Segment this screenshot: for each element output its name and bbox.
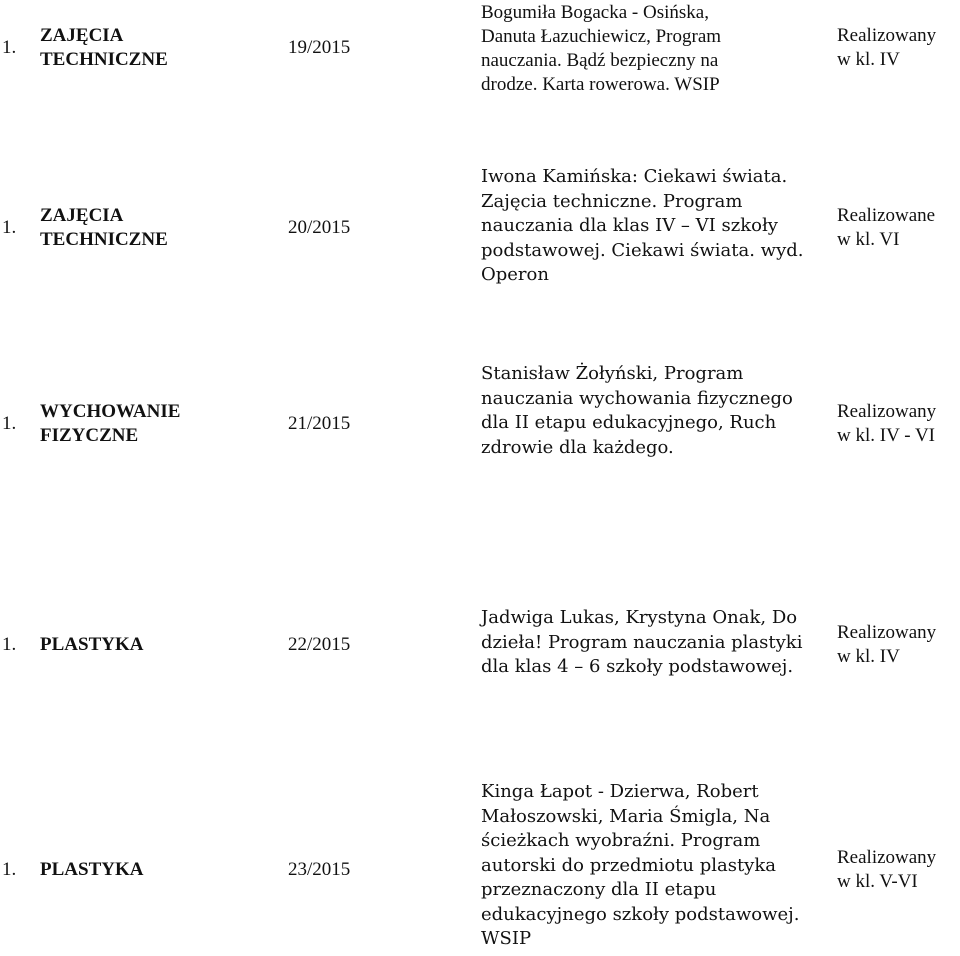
subject-name: PLASTYKA	[40, 859, 144, 880]
row-number: 1.	[2, 217, 17, 238]
program-description: Iwona Kamińska: Ciekawi świata. Zajęcia techniczne. Program nauczania dla klas IV – VI szkoły podstawowej. Ciekawi świata. wyd. Operon	[481, 166, 804, 285]
row-number: 1.	[2, 634, 17, 655]
row-number: 1.	[2, 859, 17, 880]
status-text: Realizowany w kl. IV	[837, 25, 937, 70]
program-code: 19/2015	[288, 37, 351, 58]
program-description: Kinga Łapot - Dzierwa, Robert Małoszowski, Maria Śmigla, Na ścieżkach wyobraźni. Program autorski do przedmiotu plastyka przeznaczony dla II etapu edukacyjnego szkoły podstawowej. WSIP	[481, 781, 800, 949]
table-row	[0, 778, 960, 956]
program-description: Stanisław Żołyński, Program nauczania wychowania fizycznego dla II etapu edukacyjnego, Ruch zdrowie dla każdego.	[481, 363, 793, 458]
status-text: Realizowany w kl. V-VI	[837, 847, 937, 892]
table-row	[0, 160, 960, 300]
program-code: 23/2015	[288, 859, 351, 880]
status-text: Realizowany w kl. IV	[837, 622, 937, 667]
table-row	[0, 602, 960, 692]
status-text: Realizowany w kl. IV - VI	[837, 401, 937, 446]
row-number: 1.	[2, 413, 17, 434]
row-number: 1.	[2, 37, 17, 58]
status-text: Realizowane w kl. VI	[837, 205, 936, 250]
program-description: Jadwiga Lukas, Krystyna Onak, Do dzieła! Program nauczania plastyki dla klas 4 – 6 szkoły podstawowej.	[481, 607, 803, 677]
program-code: 22/2015	[288, 634, 351, 655]
subject-name: PLASTYKA	[40, 634, 144, 655]
table-row	[0, 0, 960, 110]
subject-name: ZAJĘCIA TECHNICZNE	[40, 25, 168, 70]
program-description: Bogumiła Bogacka - Osińska, Danuta Łazuchiewicz, Program nauczania. Bądź bezpieczny na drodze. Karta rowerowa. WSIP	[481, 2, 722, 95]
subject-name: ZAJĘCIA TECHNICZNE	[40, 205, 168, 250]
program-code: 20/2015	[288, 217, 351, 238]
program-code: 21/2015	[288, 413, 351, 434]
table-row	[0, 358, 960, 478]
subject-name: WYCHOWANIE FIZYCZNE	[40, 401, 181, 446]
